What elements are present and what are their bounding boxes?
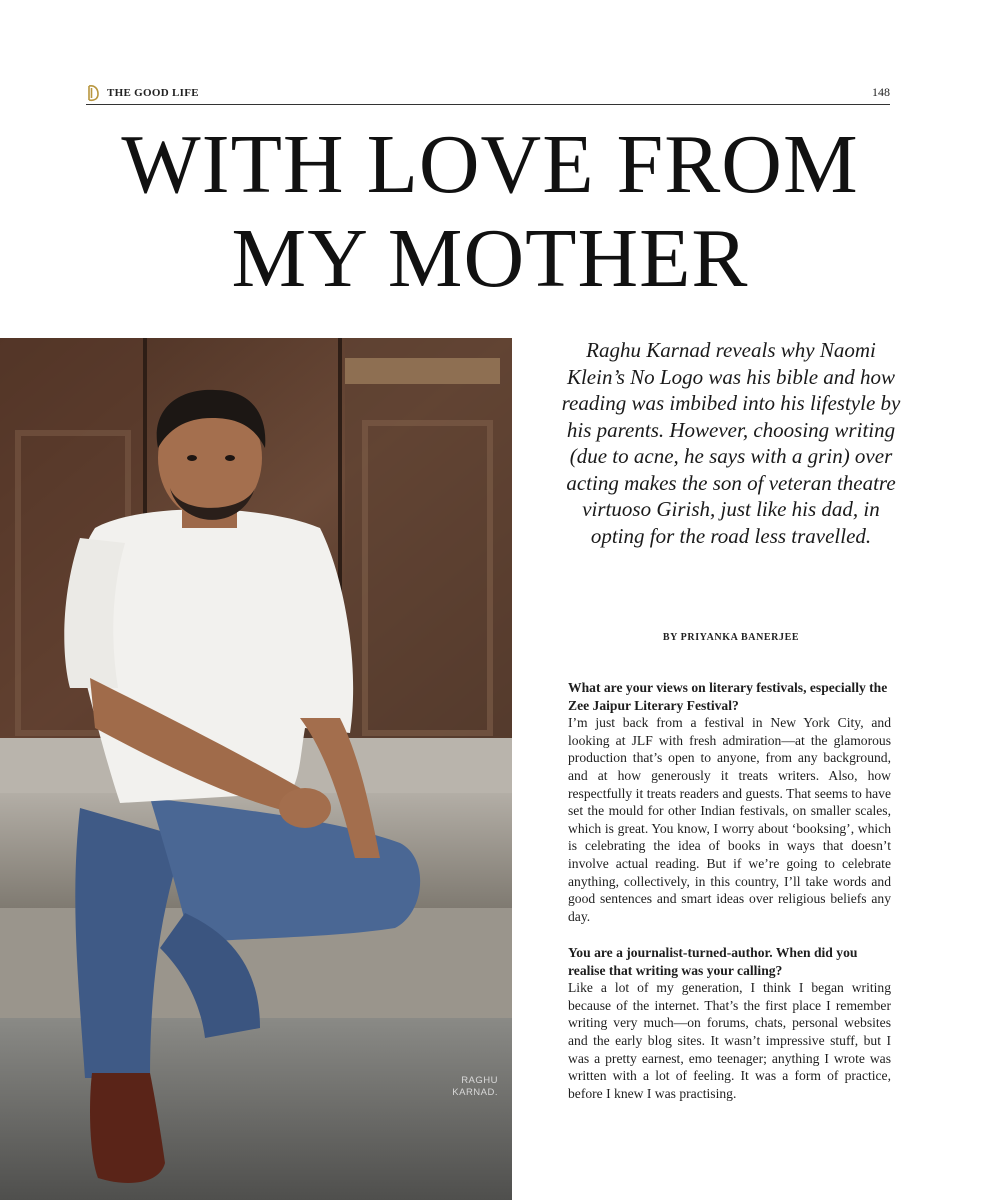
photo-credit-line-1: RAGHU bbox=[461, 1075, 498, 1086]
qa-block bbox=[568, 679, 891, 925]
page-number: 148 bbox=[872, 85, 890, 99]
question-text: You are a journalist-turned-author. When did you realise that writing was your calling? bbox=[568, 945, 858, 978]
question-text: What are your views on literary festivals, especially the Zee Jaipur Literary Festival? bbox=[568, 680, 888, 713]
answer-text: Like a lot of my generation, I think I began writing because of the internet. That’s the first place I remember writing very much—on forums, chats, personal websites and the early blog sites. It wasn’t impressive stuff, but I was a pretty earnest, emo teenager; anything I wrote was written with a lot of feeling. It was a form of practice, before I knew I was practising. bbox=[568, 980, 891, 1101]
photo-credit-line-2: KARNAD. bbox=[452, 1087, 498, 1098]
magazine-logo-icon bbox=[86, 84, 100, 102]
photo-credit bbox=[438, 1075, 498, 1099]
portrait-illustration bbox=[0, 338, 512, 1200]
article-title bbox=[60, 118, 920, 306]
article-byline: BY PRIYANKA BANERJEE bbox=[662, 632, 800, 643]
page-header bbox=[86, 84, 890, 105]
qa-block bbox=[568, 944, 891, 1102]
answer-text: I’m just back from a festival in New York City, and looking at JLF with fresh admiration—at the glamorous production that’s open to anyone, from any background, and at how generously it treats writers. Also, how respectfully it treats readers and guests. That seems to have set the mould for other Indian festivals, on smaller scales, which is great. You know, I worry about ‘booksing’, which is celebrating the idea of books in ways that doesn’t involve actual reading. But if we’re going to celebrate anything, collectively, in this country, I’ll take words and good sentences and smart ideas over religious beliefs any day. bbox=[568, 715, 891, 924]
section-name: THE GOOD LIFE bbox=[107, 87, 199, 99]
title-line-1: WITH LOVE FROM bbox=[121, 118, 859, 211]
article-standfirst: Raghu Karnad reveals why Naomi Klein’s No Logo was his bible and how reading was imbibed into his lifestyle by his parents. However, choosing writing (due to acne, he says with a grin) over acting makes the son of veteran theatre virtuoso Girish, just like his dad, in opting for the road less travelled. bbox=[561, 338, 901, 548]
title-line-2: MY MOTHER bbox=[231, 212, 749, 305]
portrait-photo bbox=[0, 338, 512, 1200]
